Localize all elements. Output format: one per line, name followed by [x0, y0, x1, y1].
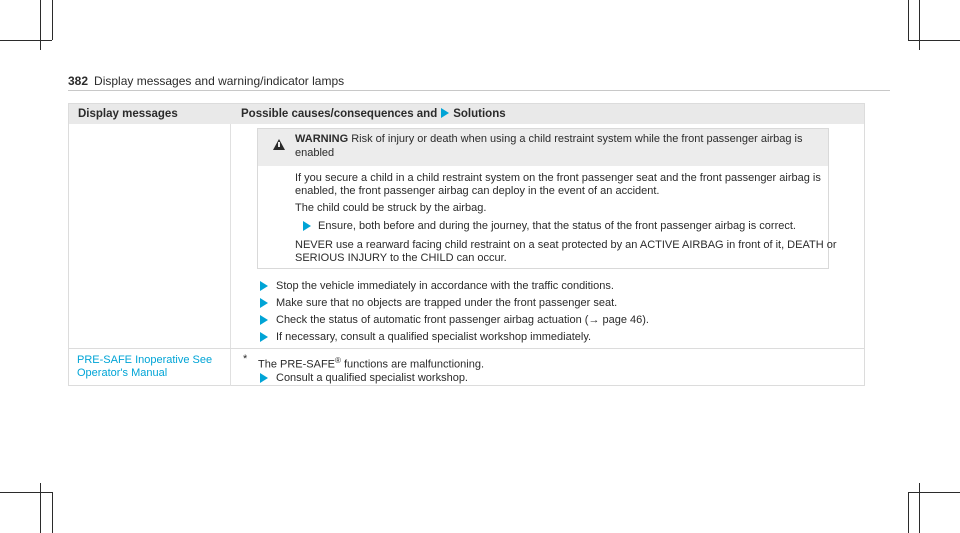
crop-mark [908, 492, 909, 533]
crop-mark [919, 483, 920, 533]
crop-mark [919, 0, 920, 50]
warning-header [258, 129, 828, 166]
warning-box [257, 128, 837, 269]
column-divider [230, 124, 231, 386]
warning-heading-line1: WARNING Risk of injury or death when using a child restraint system while the front passenger airbag is [295, 133, 803, 145]
crop-mark [908, 492, 960, 493]
crop-mark [908, 0, 909, 40]
col2-header: Possible causes/consequences and Solutions [241, 108, 506, 120]
crop-mark [0, 492, 52, 493]
cause-text: The PRE-SAFE® functions are malfunctioning. [258, 356, 485, 371]
crop-mark [908, 40, 960, 41]
warning-label: WARNING [295, 133, 349, 145]
crop-mark [52, 0, 53, 40]
step-arrow-icon [260, 298, 268, 308]
crop-mark [0, 40, 52, 41]
arrow-right-icon [441, 108, 449, 118]
solution-step: Stop the vehicle immediately in accordance with the traffic conditions. [276, 280, 614, 292]
warning-heading-line2: enabled [295, 147, 335, 159]
col1-header: Display messages [78, 108, 178, 120]
warning-text: SERIOUS INJURY to the CHILD can occur. [295, 252, 507, 264]
table-header [69, 104, 864, 124]
solution-step: Check the status of automatic front passenger airbag actuation (→ page 46). [276, 314, 649, 326]
warning-triangle-icon [273, 139, 285, 150]
page-title: Display messages and warning/indicator lamps [94, 74, 345, 88]
registered-mark: ® [335, 356, 341, 365]
step-arrow-icon [260, 315, 268, 325]
step-arrow-icon [260, 281, 268, 291]
footnote-asterisk: * [243, 353, 248, 365]
header-rule [68, 90, 890, 91]
page-header [68, 74, 344, 88]
warning-text: NEVER use a rearward facing child restraint on a seat protected by an ACTIVE AIRBAG in front of it, DEATH or [295, 239, 837, 251]
crop-mark [40, 483, 41, 533]
display-message-pre-safe: Operator's Manual [77, 367, 168, 379]
warning-text: enabled, the front passenger airbag can deploy in the event of an accident. [295, 185, 660, 197]
warning-text: The child could be struck by the airbag. [295, 202, 487, 214]
page-number: 382 [68, 74, 89, 88]
step-arrow-icon [260, 373, 268, 383]
solution-step: Make sure that no objects are trapped under the front passenger seat. [276, 297, 618, 309]
step-arrow-icon [303, 221, 311, 231]
step-arrow-icon [260, 332, 268, 342]
warning-step: Ensure, both before and during the journey, that the status of the front passenger airbag is correct. [318, 220, 796, 232]
warning-text: If you secure a child in a child restraint system on the front passenger seat and the front passenger airbag is [295, 172, 821, 184]
solution-step: If necessary, consult a qualified specialist workshop immediately. [276, 331, 592, 343]
crop-mark [40, 0, 41, 50]
display-message-pre-safe: PRE-SAFE Inoperative See [77, 354, 213, 366]
messages-table [68, 103, 865, 386]
solution-step: Consult a qualified specialist workshop. [276, 372, 468, 384]
row-divider [69, 348, 864, 349]
crop-mark [52, 492, 53, 533]
